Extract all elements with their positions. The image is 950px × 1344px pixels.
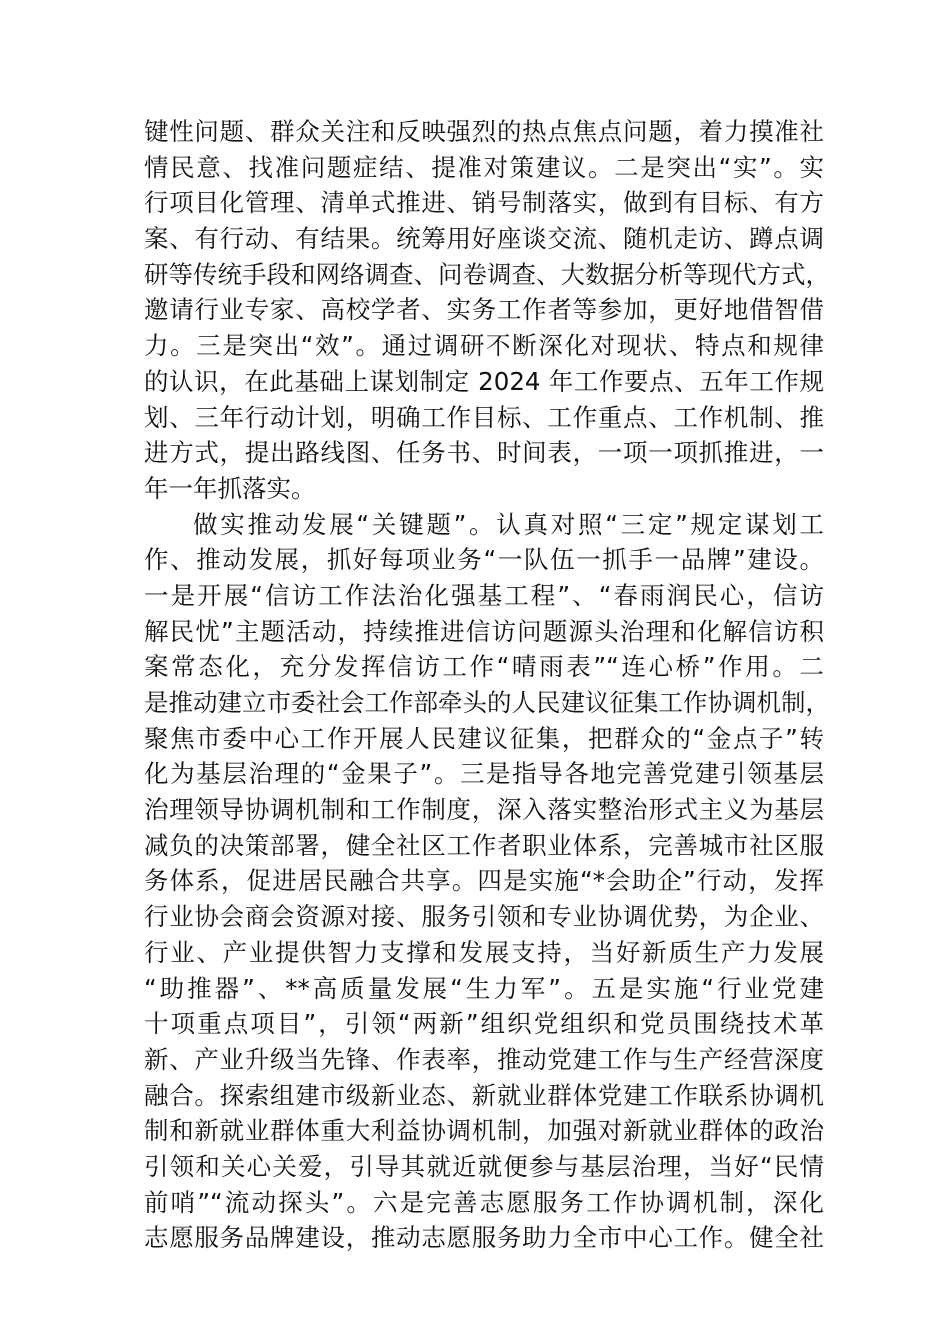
text-line: 情民意、找准问题症结、提准对策建议。二是突出“实”。实 — [144, 152, 824, 182]
text-line: 邀请行业专家、高校学者、实务工作者等参加，更好地借智借 — [144, 295, 824, 325]
text-line: 聚焦市委中心工作开展人民建议征集，把群众的“金点子”转 — [144, 723, 824, 753]
text-line: 十项重点项目”，引领“两新”组织党组织和党员围绕技术革 — [144, 1009, 824, 1039]
text-line: 行业、产业提供智力支撑和发展支持，当好新质生产力发展 — [144, 937, 824, 967]
body-text — [144, 114, 830, 1256]
text-line: 行项目化管理、清单式推进、销号制落实，做到有目标、有方 — [144, 188, 824, 218]
text-line: 志愿服务品牌建设，推动志愿服务助力全市中心工作。健全社 — [144, 1223, 824, 1253]
text-line: 案常态化，充分发挥信访工作“晴雨表”“连心桥”作用。二 — [144, 652, 824, 682]
text-line: 年一年抓落实。 — [144, 473, 316, 503]
paragraph — [144, 507, 830, 1256]
text-line: 融合。探索组建市级新业态、新就业群体党建工作联系协调机 — [144, 1080, 824, 1110]
text-line: 务体系，促进居民融合共享。四是实施“*会助企”行动，发挥 — [144, 866, 824, 896]
paragraph — [144, 114, 830, 507]
text-line: 做实推动发展“关键题”。认真对照“三定”规定谋划工 — [193, 509, 824, 539]
text-line: 案、有行动、有结果。统筹用好座谈交流、随机走访、蹲点调 — [144, 224, 824, 254]
text-line: 是推动建立市委社会工作部牵头的人民建议征集工作协调机制， — [144, 688, 830, 717]
text-line: 划、三年行动计划，明确工作目标、工作重点、工作机制、推 — [144, 402, 824, 432]
text-line: 化为基层治理的“金果子”。三是指导各地完善党建引领基层 — [144, 759, 824, 789]
text-line: 力。三是突出“效”。通过调研不断深化对现状、特点和规律 — [144, 331, 824, 361]
text-line: 引领和关心关爱，引导其就近就便参与基层治理，当好“民情 — [144, 1151, 824, 1181]
text-line: 一是开展“信访工作法治化强基工程”、“春雨润民心，信访 — [144, 580, 824, 610]
text-line: 研等传统手段和网络调查、问卷调查、大数据分析等现代方式， — [144, 259, 830, 289]
text-line: 治理领导协调机制和工作制度，深入落实整治形式主义为基层 — [144, 795, 824, 825]
text-line: 行业协会商会资源对接、服务引领和专业协调优势，为企业、 — [144, 902, 824, 932]
text-line: 前哨”“流动探头”。六是完善志愿服务工作协调机制，深化 — [144, 1187, 824, 1217]
text-line: 解民忧”主题活动，持续推进信访问题源头治理和化解信访积 — [144, 616, 824, 646]
text-line: 新、产业升级当先锋、作表率，推动党建工作与生产经营深度 — [144, 1044, 824, 1074]
text-line: 减负的决策部署，健全社区工作者职业体系，完善城市社区服 — [144, 830, 824, 860]
text-line: 制和新就业群体重大利益协调机制，加强对新就业群体的政治 — [144, 1116, 824, 1146]
text-line: 进方式，提出路线图、任务书、时间表，一项一项抓推进，一 — [144, 438, 824, 468]
text-line: 的认识，在此基础上谋划制定 2024 年工作要点、五年工作规 — [144, 366, 824, 396]
text-line: 作、推动发展，抓好每项业务“一队伍一抓手一品牌”建设。 — [144, 545, 824, 575]
text-line: “助推器”、**高质量发展“生力军”。五是实施“行业党建 — [144, 973, 824, 1003]
text-line: 键性问题、群众关注和反映强烈的热点焦点问题，着力摸准社 — [144, 117, 824, 146]
